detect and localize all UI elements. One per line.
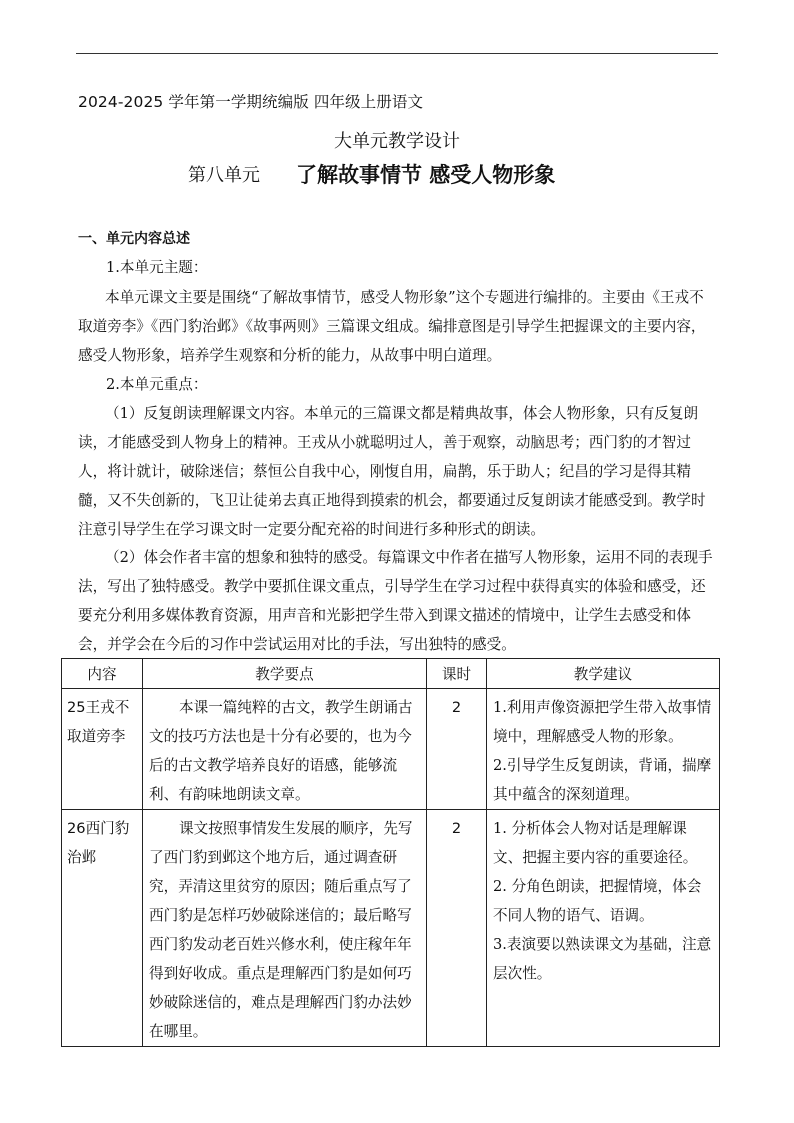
key-point-2: （2）体会作者丰富的想象和独特的感受。每篇课文中作者在描写人物形象，运用不同的表现手法，写出了独特感受。教学中要抓住课文重点，引导学生在学习过程中获得真实的体验和感受，还要充分利用多媒体教育资源，用声音和光影把学生带入到课文描述的情境中，让学生去感受和体会，并学会在今后的习作中尝试运用对比的手法，写出独特的感受。 <box>78 549 713 653</box>
advice-item: 2. 分角色朗读，把握情境，体会不同人物的语气、语调。 <box>493 878 702 924</box>
table-row <box>62 689 720 810</box>
advice-item: 1. 分析体会人物对话是理解课文、把握主要内容的重要途径。 <box>493 820 698 866</box>
document-header: 2024-2025 学年第一学期统编版 四年级上册语文 <box>78 93 424 111</box>
lesson-hours: 2 <box>427 689 487 810</box>
teaching-plan-table <box>61 658 720 1047</box>
lesson-advice <box>487 810 720 1047</box>
lesson-points: 课文按照事情发生发展的顺序，先写了西门豹到邺这个地方后，通过调查研究，弄清这里贫穷的原因；随后重点写了西门豹是怎样巧妙破除迷信的；最后略写西门豹发动老百姓兴修水利，使庄稼年年得到好收成。重点是理解西门豹是如何巧妙破除迷信的，难点是理解西门豹办法妙在哪里。 <box>143 810 427 1047</box>
item1-label: 1.本单元主题： <box>106 259 208 276</box>
table-row <box>62 810 720 1047</box>
header-points: 教学要点 <box>143 659 427 689</box>
lesson-points: 本课一篇纯粹的古文，教学生朗诵古文的技巧方法也是十分有必要的，也为今后的古文教学培养良好的语感，能够流利、有韵味地朗读文章。 <box>143 689 427 810</box>
advice-item: 2.引导学生反复朗读，背诵，揣摩其中蕴含的深刻道理。 <box>493 757 712 803</box>
document-title: 大单元教学设计 <box>334 131 460 152</box>
unit-label: 第八单元 <box>188 165 260 186</box>
lesson-hours: 2 <box>427 810 487 1047</box>
section-heading: 一、单元内容总述 <box>78 231 190 247</box>
header-rule <box>76 53 718 54</box>
header-hours: 课时 <box>427 659 487 689</box>
advice-item: 3.表演要以熟读课文为基础，注意层次性。 <box>493 936 712 982</box>
lesson-advice <box>487 689 720 810</box>
advice-item: 1.利用声像资源把学生带入故事情境中，理解感受人物的形象。 <box>493 699 712 745</box>
lesson-title: 26西门豹治邺 <box>62 810 143 1047</box>
header-content: 内容 <box>62 659 143 689</box>
item2-label: 2.本单元重点： <box>106 376 208 393</box>
table-header-row <box>62 659 720 689</box>
lesson-title: 25王戎不取道旁李 <box>62 689 143 810</box>
unit-theme: 了解故事情节 感受人物形象 <box>296 163 556 187</box>
item1-text: 本单元课文主要是围绕“了解故事情节，感受人物形象”这个专题进行编排的。主要由《王戎不取道旁李》《西门豹治邺》《故事两则》三篇课文组成。编排意图是引导学生把握课文的主要内容，感受人物形象，培养学生观察和分析的能力，从故事中明白道理。 <box>78 289 706 364</box>
unit-subtitle <box>188 159 555 189</box>
header-advice: 教学建议 <box>487 659 720 689</box>
key-point-1: （1）反复朗读理解课文内容。本单元的三篇课文都是精典故事，体会人物形象，只有反复朗读，才能感受到人物身上的精神。王戎从小就聪明过人，善于观察，动脑思考；西门豹的才智过人，将计就计，破除迷信；蔡恒公自我中心，刚愎自用，扁鹊，乐于助人；纪昌的学习是得其精髓，又不失创新的，飞卫让徒弟去真正地得到摸索的机会，都要通过反复朗读才能感受到。教学时注意引导学生在学习课文时一定要分配充裕的时间进行多种形式的朗读。 <box>78 405 706 538</box>
